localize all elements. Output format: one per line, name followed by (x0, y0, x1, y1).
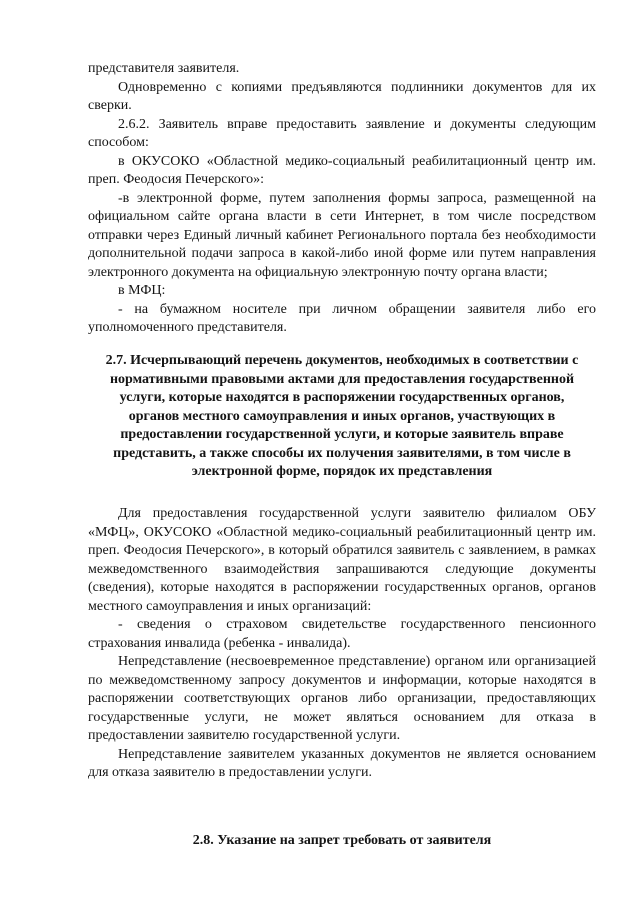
section-2-8-heading: 2.8. Указание на запрет требовать от заявителя (192, 833, 492, 848)
paragraph-2-6-2: 2.6.2. Заявитель вправе предоставить заявление и документы следующим способом: (88, 116, 596, 150)
top-text-block (88, 60, 596, 338)
paragraph-non-submission-applicant: Непредставление заявителем указанных документов не является основанием для отказа заявителю в предоставлении услуги. (88, 746, 596, 780)
paragraph-electronic-form: -в электронной форме, путем заполнения формы запроса, размещенной на официальном сайте органа власти в сети Интернет, в том числе посредством отправки через Единый личный кабинет Регионального портала без необходимости дополнительной подачи запроса в какой-либо иной форме или путем направления электронного документа на официальную электронную почту органа власти; (88, 190, 596, 280)
section-2-8-heading-block (88, 832, 596, 851)
paragraph-mfc: в МФЦ: (118, 283, 166, 298)
paragraph-originals: Одновременно с копиями предъявляются подлинники документов для их сверки. (88, 79, 596, 113)
paragraph-representative: представителя заявителя. (88, 61, 240, 76)
paragraph-documents-requested: Для предоставления государственной услуги заявителю филиалом ОБУ «МФЦ», ОКУСОКО «Областной медико-социальный реабилитационный центр им. преп. Феодосия Печерского», в который обратился заявитель с заявлением, в рамках межведомственного взаимодействия запрашиваются следующие документы (сведения), которые находятся в распоряжении государственных органов, органов местного самоуправления и иных организаций: (88, 506, 596, 614)
paragraph-paper-form: - на бумажном носителе при личном обращении заявителя либо его уполномоченного представителя. (88, 301, 596, 335)
paragraph-okusoko: в ОКУСОКО «Областной медико-социальный реабилитационный центр им. преп. Феодосия Печерского»: (88, 153, 596, 187)
paragraph-insurance-certificate: - сведения о страховом свидетельстве государственного пенсионного страхования инвалида (ребенка - инвалида). (88, 617, 596, 651)
paragraph-non-submission-agency: Непредставление (несвоевременное представление) органом или организацией по межведомственному запросу документов и информации, которые находятся в распоряжении соответствующих органов либо организации, предоставляющих государственные услуги, не может являться основанием для отказа в предоставлении заявителю государственной услуги. (88, 654, 596, 743)
section-2-7-body (88, 505, 596, 783)
section-2-7-heading-block (96, 352, 588, 482)
section-2-7-heading: 2.7. Исчерпывающий перечень документов, необходимых в соответствии с нормативными правовыми актами для предоставления государственной услуги, которые находятся в распоряжении государственных органов, органов местного самоуправления и иных органов, участвующих в предоставлении государственной услуги, и которые заявитель вправе представить, а также способы их получения заявителями, в том числе в электронной форме, порядок их представления (105, 353, 579, 479)
